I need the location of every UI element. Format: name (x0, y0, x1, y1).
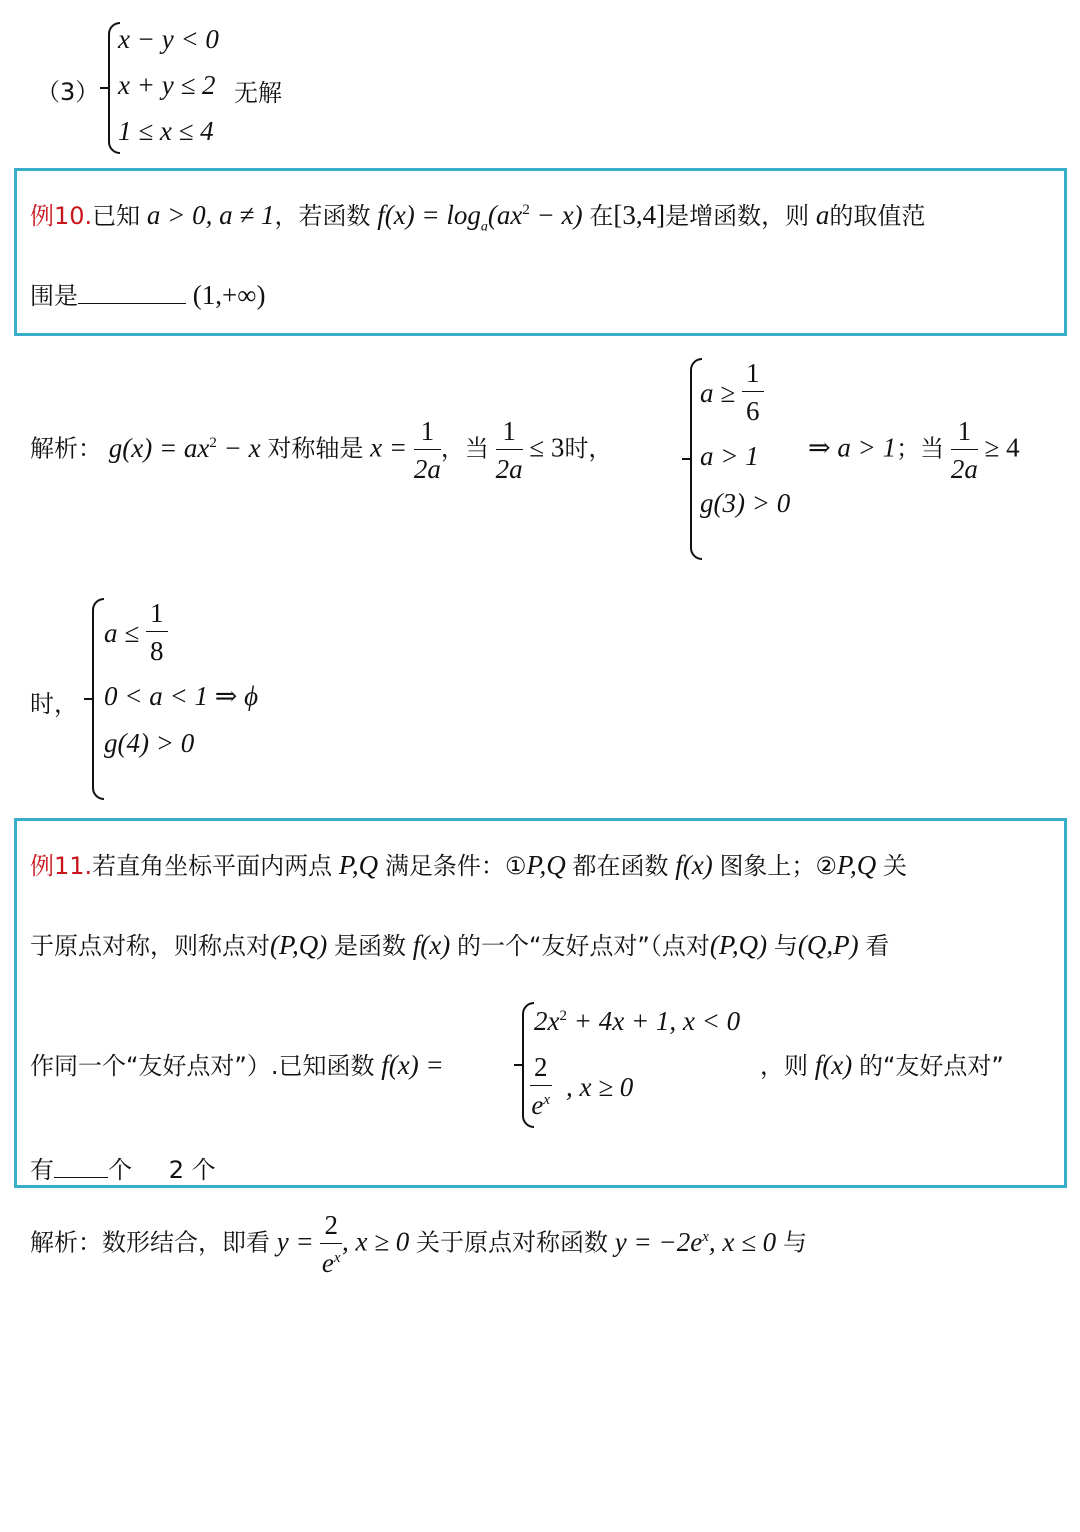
case-result: 无解 (234, 79, 282, 107)
solution-10-shi: 时， (30, 690, 78, 718)
solution-10-line-1b: ⇒ a > 1；当 $\frac{1}{2a}$ ≥ 4 (808, 416, 1020, 484)
example-11-line-2: 于原点对称，则称点对(P,Q) 是函数 f(x) 的一个“友好点对”（点对(P,Q) 与(Q,P) 看 (30, 930, 890, 960)
fraction-1-over-2a: $\frac{1}{2a}$ (950, 416, 978, 484)
fraction-1-over-2a: $\frac{1}{2a}$ (495, 416, 523, 484)
system-brace (92, 598, 104, 800)
fraction-1-over-2a: $\frac{1}{2a}$ (413, 416, 441, 484)
answer-blank (54, 1177, 108, 1178)
example-10-line-1: 例10.已知 a > 0, a ≠ 1，若函数 $f(x) = \log_a(ax^2 - x)$ 在[3,4]是增函数，则 a的取值范 (30, 200, 926, 235)
solution-11-line: 解析：数形结合，即看 y = $\frac{2}{e^x}$ , x ≥ 0 关于原点对称函数 $y = -2e^x$, x ≤ 0 与 (30, 1210, 807, 1278)
example-11-line-4: 有 个 2 个 (30, 1156, 216, 1184)
example-11-line-3: 作同一个“友好点对”）.已知函数 f(x) = (30, 1050, 444, 1080)
case-row-1: x − y < 0 (118, 24, 219, 54)
fraction-1-over-6: $\frac{1}{6}$ (742, 360, 764, 425)
example-11-line-1: 例11.若直角坐标平面内两点 P,Q 满足条件：①P,Q 都在函数 f(x) 图象上；②P,Q 关 (30, 850, 907, 880)
condition: a > 0, a ≠ 1 (146, 200, 275, 230)
answer-blank (78, 303, 186, 304)
sys2-row-1: a ≤ (104, 618, 140, 648)
interval: [3,4] (613, 200, 666, 230)
sys1-row-3: g(3) > 0 (700, 488, 791, 518)
sys1-row-2: a > 1 (700, 441, 759, 471)
example-10-answer: (1,+∞) (192, 280, 266, 310)
case-label: （3） (36, 78, 100, 106)
case-row-2: x + y ≤ 2 (118, 70, 216, 100)
fraction-2-over-ex: $\frac{2}{e^x}$ (321, 1210, 341, 1278)
sys2-row-2: 0 < a < 1 ⇒ ϕ (104, 681, 259, 711)
piece-1: $2x^2 + 4x + 1$, x < 0 (534, 1006, 741, 1036)
example-11-answer: 2 个 (168, 1156, 216, 1184)
fraction-1-over-8: $\frac{1}{8}$ (146, 600, 168, 665)
example-11-line-3b: ，则 f(x) 的“友好点对” (760, 1050, 1004, 1080)
case-row-3: 1 ≤ x ≤ 4 (118, 116, 214, 146)
solution-10-line-1: 解析： $g(x) = ax^2 - x$ 对称轴是 x = $\frac{1}{2a}$ ，当 $\frac{1}{2a}$ ≤ 3时， (30, 416, 613, 484)
sys1-row-1: a ≥ (700, 378, 736, 408)
example-tag: 例10. (30, 202, 93, 230)
fraction-2-over-ex: $\frac{2}{e^x}$ (531, 1052, 551, 1120)
example-tag: 例11. (30, 852, 93, 880)
function-expr: $f(x) = \log_a(ax^2 - x)$ (377, 200, 583, 235)
sys2-row-3: g(4) > 0 (104, 728, 195, 758)
solution-label: 解析： (30, 434, 102, 463)
example-10-line-2: 围是 (1,+∞) (30, 280, 266, 310)
piece-2-tail: , x ≥ 0 (566, 1072, 634, 1102)
